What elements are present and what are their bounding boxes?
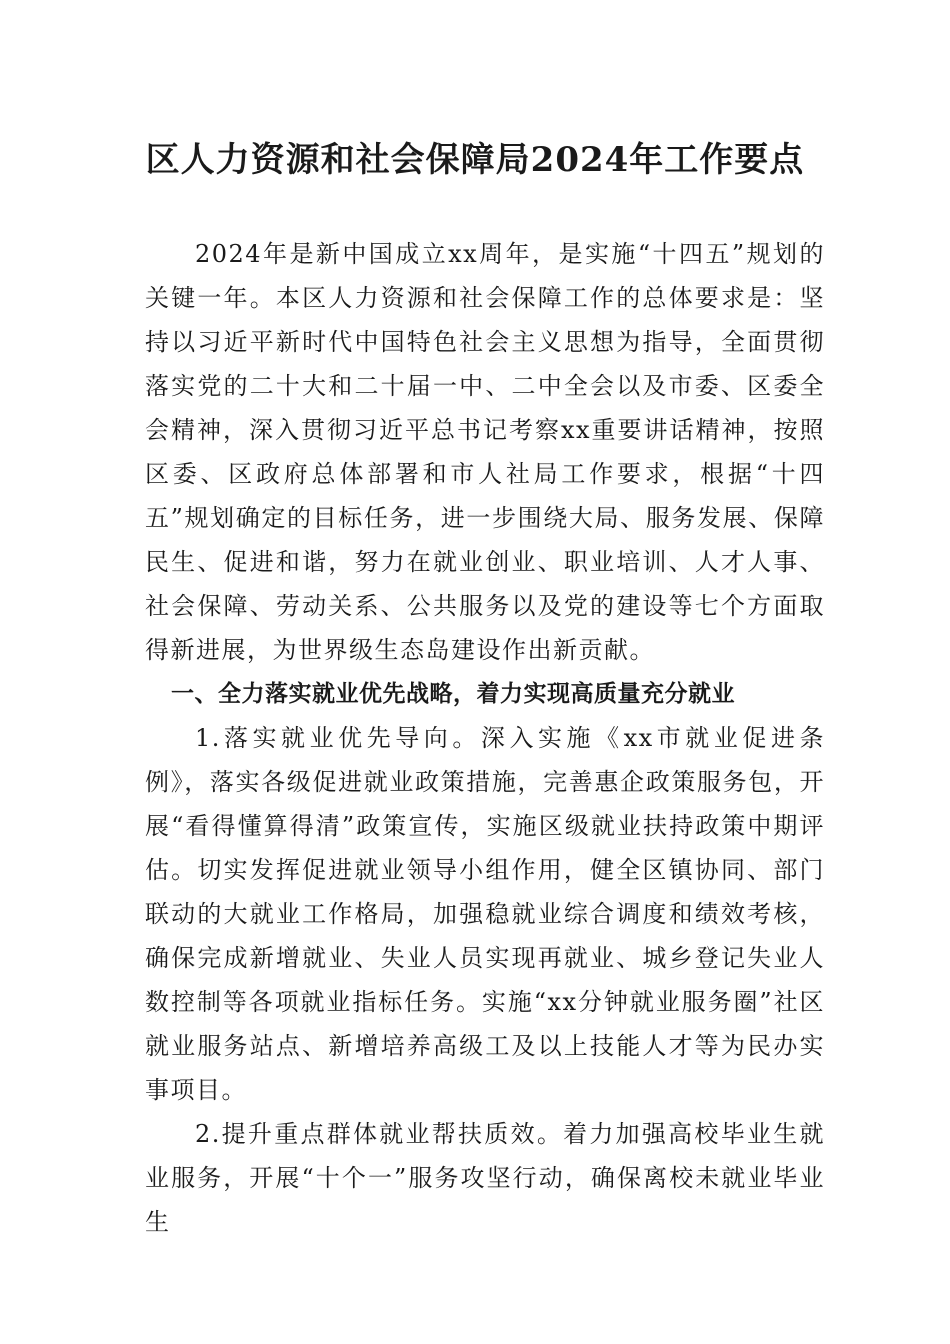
item-1-paragraph: 1.落实就业优先导向。深入实施《xx市就业促进条例》，落实各级促进就业政策措施，完善惠企政策服务包，开展“看得懂算得清”政策宣传，实施区级就业扶持政策中期评估。切实发挥促进就业领导小组作用，健全区镇协同、部门联动的大就业工作格局，加强稳就业综合调度和绩效考核，确保完成新增就业、失业人员实现再就业、城乡登记失业人数控制等各项就业指标任务。实施“xx分钟就业服务圈”社区就业服务站点、新增培养高级工及以上技能人才等为民办实事项目。 (145, 724, 825, 1104)
document-title: 区人力资源和社会保障局2024年工作要点 (145, 140, 805, 180)
item-2-paragraph: 2.提升重点群体就业帮扶质效。着力加强高校毕业生就业服务，开展“十个一”服务攻坚行动，确保离校未就业毕业生 (145, 1120, 825, 1236)
section-1-heading: 一、全力落实就业优先战略，着力实现高质量充分就业 (171, 681, 735, 707)
document-body (145, 232, 825, 1244)
intro-paragraph: 2024年是新中国成立xx周年，是实施“十四五”规划的关键一年。本区人力资源和社会保障工作的总体要求是：坚持以习近平新时代中国特色社会主义思想为指导，全面贯彻落实党的二十大和二十届一中、二中全会以及市委、区委全会精神，深入贯彻习近平总书记考察xx重要讲话精神，按照区委、区政府总体部署和市人社局工作要求，根据“十四五”规划确定的目标任务，进一步围绕大局、服务发展、保障民生、促进和谐，努力在就业创业、职业培训、人才人事、社会保障、劳动关系、公共服务以及党的建设等七个方面取得新进展，为世界级生态岛建设作出新贡献。 (145, 240, 825, 664)
